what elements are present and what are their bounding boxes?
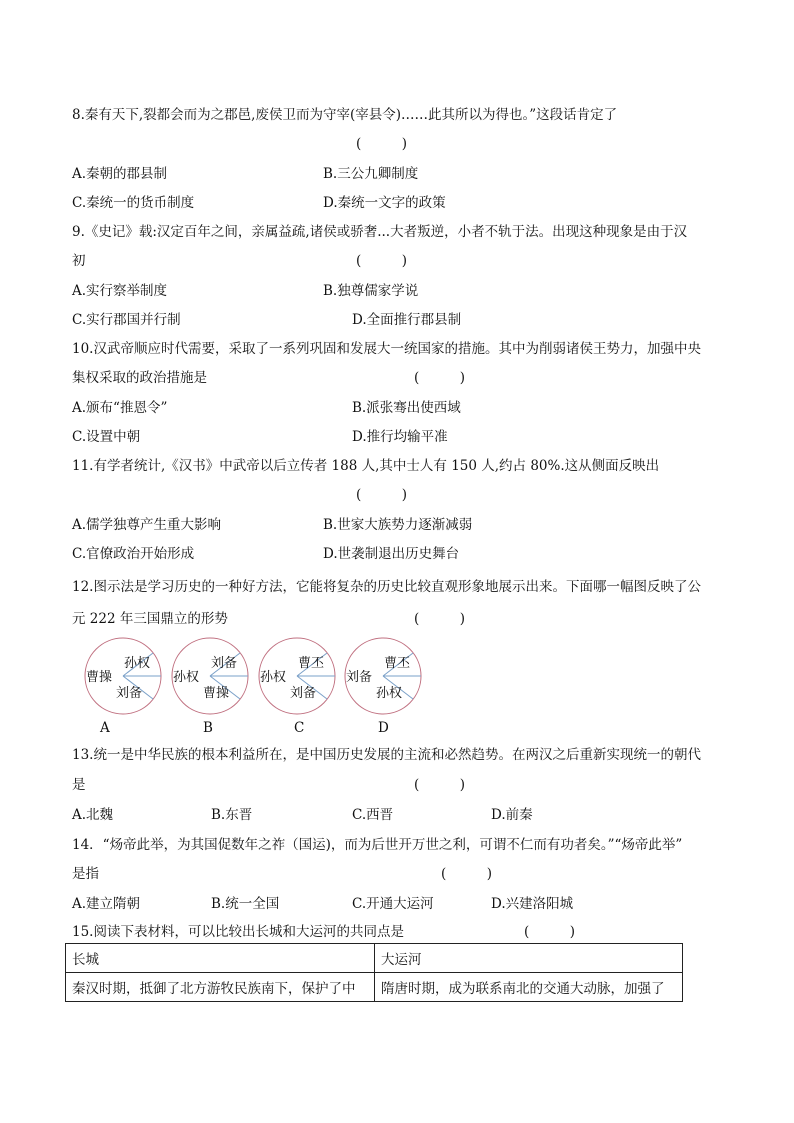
q14-stem-line2: 是指 [72, 866, 99, 882]
q8-option-d: D.秦统一文字的政策 [323, 195, 446, 211]
q9-stem-line2: 初 [72, 253, 86, 269]
q12-diagram-a [83, 636, 163, 716]
q14-option-a: A.建立隋朝 [72, 896, 141, 912]
q12-diagram-d-left-label: 刘备 [345, 670, 372, 685]
q9-option-b: B.独尊儒家学说 [323, 283, 419, 299]
q10-option-c: C.设置中朝 [72, 429, 141, 445]
q12-diagram-b [170, 636, 250, 716]
q11-option-b: B.世家大族势力逐渐减弱 [323, 517, 473, 533]
q10-option-a: A.颁布“推恩令” [72, 400, 168, 416]
q14-option-b: B.统一全国 [211, 896, 280, 912]
table-cell-great-wall: 秦汉时期，抵御了北方游牧民族南下，保护了中 [66, 973, 375, 1002]
q14-answer-paren: ( ) [441, 866, 493, 882]
q15-answer-paren: ( ) [524, 924, 576, 940]
q10-answer-paren: ( ) [414, 370, 466, 386]
q11-option-d: D.世袭制退出历史舞台 [323, 546, 460, 562]
q12-diagram-c-top-label: 曹丕 [297, 656, 324, 671]
q12-diagram-d-letter: D [378, 720, 389, 736]
q12-diagram-d-top-label: 曹丕 [383, 656, 410, 671]
q9-option-d: D.全面推行郡县制 [352, 312, 462, 328]
q11-answer-paren: ( ) [356, 487, 408, 503]
q9-option-c: C.实行郡国并行制 [72, 312, 181, 328]
table-header-grand-canal: 大运河 [375, 944, 683, 973]
q13-answer-paren: ( ) [414, 777, 466, 793]
q10-stem-line1: 10.汉武帝顺应时代需要，采取了一系列巩固和发展大一统国家的措施。其中为削弱诸侯王势力，加强中央 [72, 341, 701, 357]
q12-diagram-b-top-label: 刘备 [210, 656, 237, 671]
q12-diagram-a-top-label: 孙权 [123, 656, 150, 671]
q12-diagram-c-left-label: 孙权 [259, 670, 286, 685]
q8-answer-paren: ( ) [356, 136, 408, 152]
table-row [66, 973, 683, 1002]
q8-option-a: A.秦朝的郡县制 [72, 166, 168, 182]
q9-answer-paren: ( ) [356, 253, 408, 269]
q13-option-a: A.北魏 [72, 807, 114, 823]
q12-answer-paren: ( ) [414, 611, 466, 627]
q9-option-a: A.实行察举制度 [72, 283, 168, 299]
q8-option-b: B.三公九卿制度 [323, 166, 419, 182]
q12-stem-line1: 12.图示法是学习历史的一种好方法，它能将复杂的历史比较直观形象地展示出来。下面哪一幅图反映了公 [72, 579, 701, 595]
q14-option-c: C.开通大运河 [352, 896, 434, 912]
q12-diagram-d [343, 636, 423, 716]
q9-stem-line1: 9.《史记》载:汉定百年之间，亲属益疏,诸侯或骄奢...大者叛逆，小者不轨于法。出现这种现象是由于汉 [72, 224, 688, 240]
table-header-row [66, 944, 683, 973]
q14-stem-line1: 14．“炀帝此举，为其国促数年之祚（国运)，而为后世开万世之利，可谓不仁而有功者矣。”“炀帝此举” [72, 837, 683, 853]
table-cell-grand-canal: 隋唐时期，成为联系南北的交通大动脉，加强了 [375, 973, 683, 1002]
q15-stem: 15.阅读下表材料，可以比较出长城和大运河的共同点是 [72, 924, 404, 940]
q10-stem-line2: 集权采取的政治措施是 [72, 370, 207, 386]
q12-diagram-b-bottom-label: 曹操 [202, 686, 229, 701]
q12-diagram-c [257, 636, 337, 716]
q13-option-b: B.东晋 [211, 807, 253, 823]
q11-option-a: A.儒学独尊产生重大影响 [72, 517, 222, 533]
q13-stem-line2: 是 [72, 777, 86, 793]
q12-diagram-c-letter: C [294, 720, 305, 736]
q12-diagram-a-letter: A [100, 720, 110, 736]
q12-diagram-c-bottom-label: 刘备 [289, 686, 316, 701]
q13-stem-line1: 13.统一是中华民族的根本利益所在，是中国历史发展的主流和必然趋势。在两汉之后重新实现统一的朝代 [72, 747, 701, 763]
q15-comparison-table [65, 943, 683, 1002]
q12-diagram-b-left-label: 孙权 [172, 670, 199, 685]
q11-stem: 11.有学者统计,《汉书》中武帝以后立传者 188 人,其中士人有 150 人,约占 80%.这从侧面反映出 [72, 458, 660, 474]
table-header-great-wall: 长城 [66, 944, 375, 973]
q13-option-d: D.前秦 [491, 807, 533, 823]
q10-option-b: B.派张骞出使西域 [352, 400, 461, 416]
q11-option-c: C.官僚政治开始形成 [72, 546, 195, 562]
q14-option-d: D.兴建洛阳城 [491, 896, 574, 912]
q12-diagram-d-bottom-label: 孙权 [375, 686, 402, 701]
q12-stem-line2: 元 222 年三国鼎立的形势 [72, 611, 228, 627]
q12-diagram-a-bottom-label: 刘备 [115, 686, 142, 701]
q10-option-d: D.推行均输平准 [352, 429, 448, 445]
q12-diagram-a-left-label: 曹操 [85, 670, 112, 685]
q8-option-c: C.秦统一的货币制度 [72, 195, 195, 211]
q13-option-c: C.西晋 [352, 807, 394, 823]
q8-stem: 8.秦有天下,裂都会而为之郡邑,废侯卫而为守宰(宰县令)……此其所以为得也。”这段话肯定了 [72, 107, 618, 123]
q12-diagram-b-letter: B [203, 720, 213, 736]
